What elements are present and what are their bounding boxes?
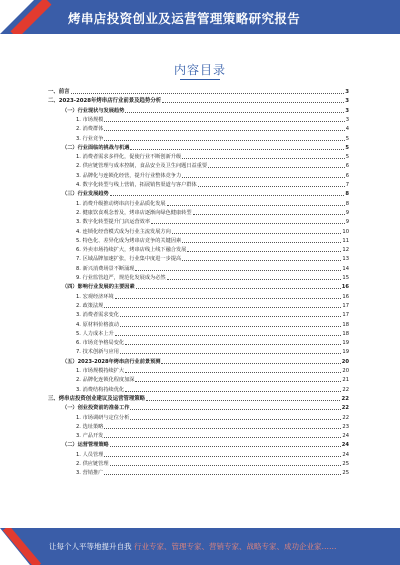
toc-dot-leader — [104, 428, 341, 429]
toc-entry-title: 2. 供应链管理与成本控制，食品安全及卫生问题日益重要 — [76, 163, 208, 170]
toc-dot-leader — [104, 130, 344, 131]
toc-entry[interactable] — [76, 309, 349, 318]
toc-entry-page: 25 — [342, 470, 349, 477]
toc-entry-page: 19 — [342, 349, 349, 356]
toc-entry-page: 13 — [342, 256, 349, 263]
toc-entry-page: 22 — [341, 405, 349, 412]
toc-dot-leader — [110, 195, 345, 196]
toc-dot-leader — [120, 353, 341, 354]
toc-entry-page: 16 — [341, 284, 349, 291]
toc-entry-page: 18 — [342, 321, 349, 328]
toc-entry-title: 6. 市场竞争格局变化 — [76, 340, 125, 347]
toc-entry-title: （四）影响行业发展的主要因素 — [62, 284, 135, 291]
toc-entry[interactable] — [76, 263, 349, 272]
toc-entry-page: 17 — [342, 312, 349, 319]
toc-entry-page: 16 — [342, 293, 349, 300]
toc-entry-page: 8 — [345, 191, 349, 198]
toc-entry[interactable] — [76, 384, 349, 393]
toc-entry-title: 8. 新兴消费场景不断涌现 — [76, 265, 135, 272]
toc-entry-title: 2. 供应链管理 — [76, 461, 109, 467]
toc-dot-leader — [172, 233, 342, 234]
toc-entry[interactable] — [76, 272, 349, 281]
toc-entry-page: 17 — [342, 302, 349, 309]
toc-entry[interactable] — [76, 291, 349, 300]
toc-entry-page: 15 — [342, 275, 349, 281]
toc-entry-page: 22 — [342, 414, 349, 421]
toc-entry[interactable] — [76, 216, 349, 225]
toc-entry-title: （三）行业发展趋势 — [62, 191, 109, 198]
toc-entry-title: 3. 行业竞争 — [76, 135, 104, 142]
toc-dot-leader — [110, 446, 341, 447]
toc-entry[interactable] — [48, 95, 349, 104]
toc-entry[interactable] — [76, 374, 349, 383]
toc-entry-page: 25 — [342, 461, 349, 467]
toc-entry-page: 21 — [342, 377, 349, 384]
toc-entry-title: 4. 数字化转型与线上营销，拓展销售渠道与客户群体 — [76, 182, 197, 188]
toc-entry-page: 5 — [345, 135, 349, 142]
toc-entry-title: （二）行业面临的挑战与机遇 — [62, 144, 130, 151]
toc-entry-title: 2. 政策法规 — [76, 302, 104, 309]
toc-entry[interactable] — [62, 142, 349, 151]
toc-entry-title: （二）运营管理策略 — [62, 442, 109, 449]
footer-slogan: 让每个人平等地提升自我 — [49, 542, 132, 551]
toc-entry-title: 3. 营销推广 — [76, 470, 104, 477]
toc-entry[interactable] — [48, 393, 349, 402]
toc-dot-leader — [104, 140, 344, 141]
toc-entry-page: 18 — [342, 330, 349, 337]
toc-entry-title: （五）2023-2028年烤串店行业前景预测 — [62, 358, 161, 365]
toc-entry[interactable] — [76, 235, 349, 244]
toc-entry-page: 3 — [345, 107, 349, 114]
toc-entry[interactable] — [76, 253, 349, 262]
toc-entry-title: 1. 人员管理 — [76, 451, 104, 458]
toc-entry[interactable] — [76, 244, 349, 253]
toc-entry-title: 7. 技术创新与应用 — [76, 349, 119, 356]
toc-entry-title: （一）行业现状与发展趋势 — [62, 107, 125, 114]
toc-entry-page: 10 — [342, 228, 349, 235]
toc-dot-leader — [120, 316, 341, 317]
toc-dot-leader — [110, 465, 342, 466]
toc-dot-leader — [125, 372, 341, 373]
toc-entry[interactable] — [76, 467, 349, 476]
footer-experts: 行业专家、管理专家、营销专家、战略专家、成功企业家…… — [134, 542, 337, 551]
toc-entry-page: 20 — [341, 358, 349, 365]
toc-dot-leader — [182, 158, 345, 159]
toc-dot-leader — [208, 167, 345, 168]
toc-entry-title: 2. 消费群体 — [76, 126, 104, 133]
toc-entry[interactable] — [76, 449, 349, 458]
toc-entry-title: 1. 市场调研与定位分析 — [76, 414, 130, 421]
toc-dot-leader — [130, 419, 341, 420]
toc-entry-title: 1. 市场规模 — [76, 116, 104, 123]
toc-dot-leader — [198, 186, 345, 187]
toc-entry-title: 1. 消费升级推动烤串店行业品质化发展 — [76, 200, 166, 207]
toc-entry-title: 1. 宏观经济环境 — [76, 293, 114, 300]
toc-entry-title: 2. 健康饮食观念普及，烤串店逐渐向绿色健康转型 — [76, 209, 192, 216]
toc-entry-page: 6 — [345, 163, 349, 170]
toc-entry[interactable] — [76, 226, 349, 235]
toc-entry-page: 7 — [345, 182, 349, 188]
toc-entry[interactable] — [76, 198, 349, 207]
toc-entry-title: 3. 品牌化与连锁化经营，提升行业整体竞争力 — [76, 172, 182, 179]
toc-dot-leader — [182, 242, 341, 243]
toc-entry-title: 7. 区域品牌加速扩张，行业集中度进一步提高 — [76, 256, 182, 263]
toc-entry-title: 4. 连锁化经营模式成为行业主流发展方向 — [76, 228, 171, 235]
toc-entry-title: 2. 品牌化连锁化程度加深 — [76, 377, 135, 384]
toc-dot-leader — [146, 400, 340, 401]
toc-dot-leader — [182, 177, 345, 178]
toc-entry[interactable] — [76, 346, 349, 355]
toc-entry[interactable] — [76, 207, 349, 216]
toc-entry[interactable] — [76, 133, 349, 142]
toc-entry-page: 3 — [345, 98, 349, 105]
toc-dot-leader — [104, 121, 344, 122]
toc-entry-page: 24 — [342, 451, 349, 458]
toc-entry-title: 3. 产品开发 — [76, 433, 104, 440]
toc-dot-leader — [136, 288, 341, 289]
toc-entry-title: （一）创业投资前的准备工作 — [62, 405, 130, 412]
toc-dot-leader — [125, 391, 341, 392]
toc-entry[interactable] — [76, 151, 349, 160]
toc-entry[interactable] — [76, 114, 349, 123]
toc-entry[interactable] — [62, 356, 349, 365]
toc-dot-leader — [104, 474, 341, 475]
toc-dot-leader — [125, 344, 341, 345]
toc-dot-leader — [193, 214, 345, 215]
toc-entry-title: 一、前言 — [48, 89, 70, 95]
toc-dot-leader — [135, 270, 341, 271]
toc-entry-page: 24 — [341, 442, 349, 449]
toc-entry-page: 23 — [342, 423, 349, 430]
toc-entry-title: 3. 消费结构持续优化 — [76, 386, 125, 393]
toc-entry[interactable] — [76, 319, 349, 328]
toc-dot-leader — [104, 437, 341, 438]
toc-dot-leader — [167, 279, 342, 280]
toc-entry-title: 2. 选址策略 — [76, 423, 104, 430]
toc-heading: 内容目录 — [173, 63, 226, 77]
toc-entry-page: 5 — [345, 154, 349, 161]
toc-dot-leader — [161, 363, 340, 364]
toc-entry[interactable] — [76, 430, 349, 439]
toc-entry-page: 20 — [342, 368, 349, 374]
toc-dot-leader — [115, 298, 342, 299]
toc-entry[interactable] — [76, 300, 349, 309]
toc-entry-title: 6. 外卖市场持续扩大，烤串店线上线下融合发展 — [76, 247, 187, 254]
toc-entry-page: 4 — [345, 126, 349, 133]
toc-entry[interactable] — [62, 439, 349, 448]
toc-entry-title: 三、烤串店投资创业建议及运营管理策略 — [48, 395, 146, 402]
toc-entry[interactable] — [76, 170, 349, 179]
toc-entry-page: 12 — [342, 247, 349, 254]
toc-dot-leader — [162, 102, 344, 103]
toc-dot-leader — [120, 326, 341, 327]
toc-dot-leader — [115, 335, 342, 336]
toc-entry-page: 3 — [345, 89, 349, 95]
toc-dot-leader — [182, 260, 341, 261]
toc-entry-page: 14 — [342, 265, 349, 272]
toc-dot-leader — [71, 93, 345, 94]
toc-entry[interactable] — [76, 179, 349, 188]
toc-entry-title: 5. 人力成本上升 — [76, 330, 114, 337]
toc-entry[interactable] — [48, 86, 349, 95]
toc-entry[interactable] — [62, 281, 349, 290]
toc-entry-title: 3. 消费者需求变化 — [76, 312, 119, 319]
toc-dot-leader — [135, 381, 341, 382]
toc-dot-leader — [104, 307, 341, 308]
toc-entry[interactable] — [76, 160, 349, 169]
toc-entry-page: 19 — [342, 340, 349, 347]
toc-entry-title: 二、2023-2028年烤串店行业前景及趋势分析 — [48, 98, 162, 105]
toc-entry[interactable] — [62, 188, 349, 197]
toc-entry-title: 5. 特色化、差异化成为烤串店竞争的关键因素 — [76, 237, 182, 244]
toc-entry[interactable] — [62, 402, 349, 411]
toc-entry-page: 11 — [342, 237, 349, 244]
toc-entry-page: 6 — [345, 172, 349, 179]
toc-entry[interactable] — [76, 412, 349, 421]
toc-dot-leader — [130, 409, 340, 410]
toc-entry-title: 3. 数字化转型提升门店运营效率 — [76, 219, 151, 226]
toc-entry-page: 9 — [345, 209, 349, 216]
toc-entry-page: 8 — [345, 200, 349, 207]
toc-dot-leader — [104, 456, 341, 457]
toc-entry-page: 22 — [341, 395, 349, 402]
toc-entry[interactable] — [62, 105, 349, 114]
toc-entry[interactable] — [76, 421, 349, 430]
toc-dot-leader — [125, 112, 344, 113]
toc-entry-page: 24 — [342, 433, 349, 440]
toc-entry-title: 9. 行业监管趋严，规范化发展成为必然 — [76, 275, 166, 281]
toc-entry-page: 9 — [345, 219, 349, 226]
toc-dot-leader — [151, 223, 345, 224]
toc-entry-title: 1. 消费者需求多样化，促使行业不断创新升级 — [76, 154, 182, 161]
toc-entry-page: 3 — [345, 116, 349, 123]
toc-entry-page: 22 — [342, 386, 349, 393]
toc-entry[interactable] — [76, 123, 349, 132]
toc-dot-leader — [167, 205, 345, 206]
toc-entry[interactable] — [76, 458, 349, 467]
toc-entry[interactable] — [76, 365, 349, 374]
footer-banner — [0, 528, 400, 565]
toc-entry-title: 1. 市场规模持续扩大 — [76, 368, 125, 374]
toc-entry[interactable] — [76, 328, 349, 337]
toc-entry-title: 4. 原材料价格波动 — [76, 321, 119, 328]
toc-entry[interactable] — [76, 337, 349, 346]
report-title: 烤串店投资创业及运营管理策略研究报告 — [68, 11, 301, 26]
toc-entry-page: 5 — [345, 144, 349, 151]
toc-dot-leader — [130, 149, 344, 150]
toc-dot-leader — [187, 251, 341, 252]
